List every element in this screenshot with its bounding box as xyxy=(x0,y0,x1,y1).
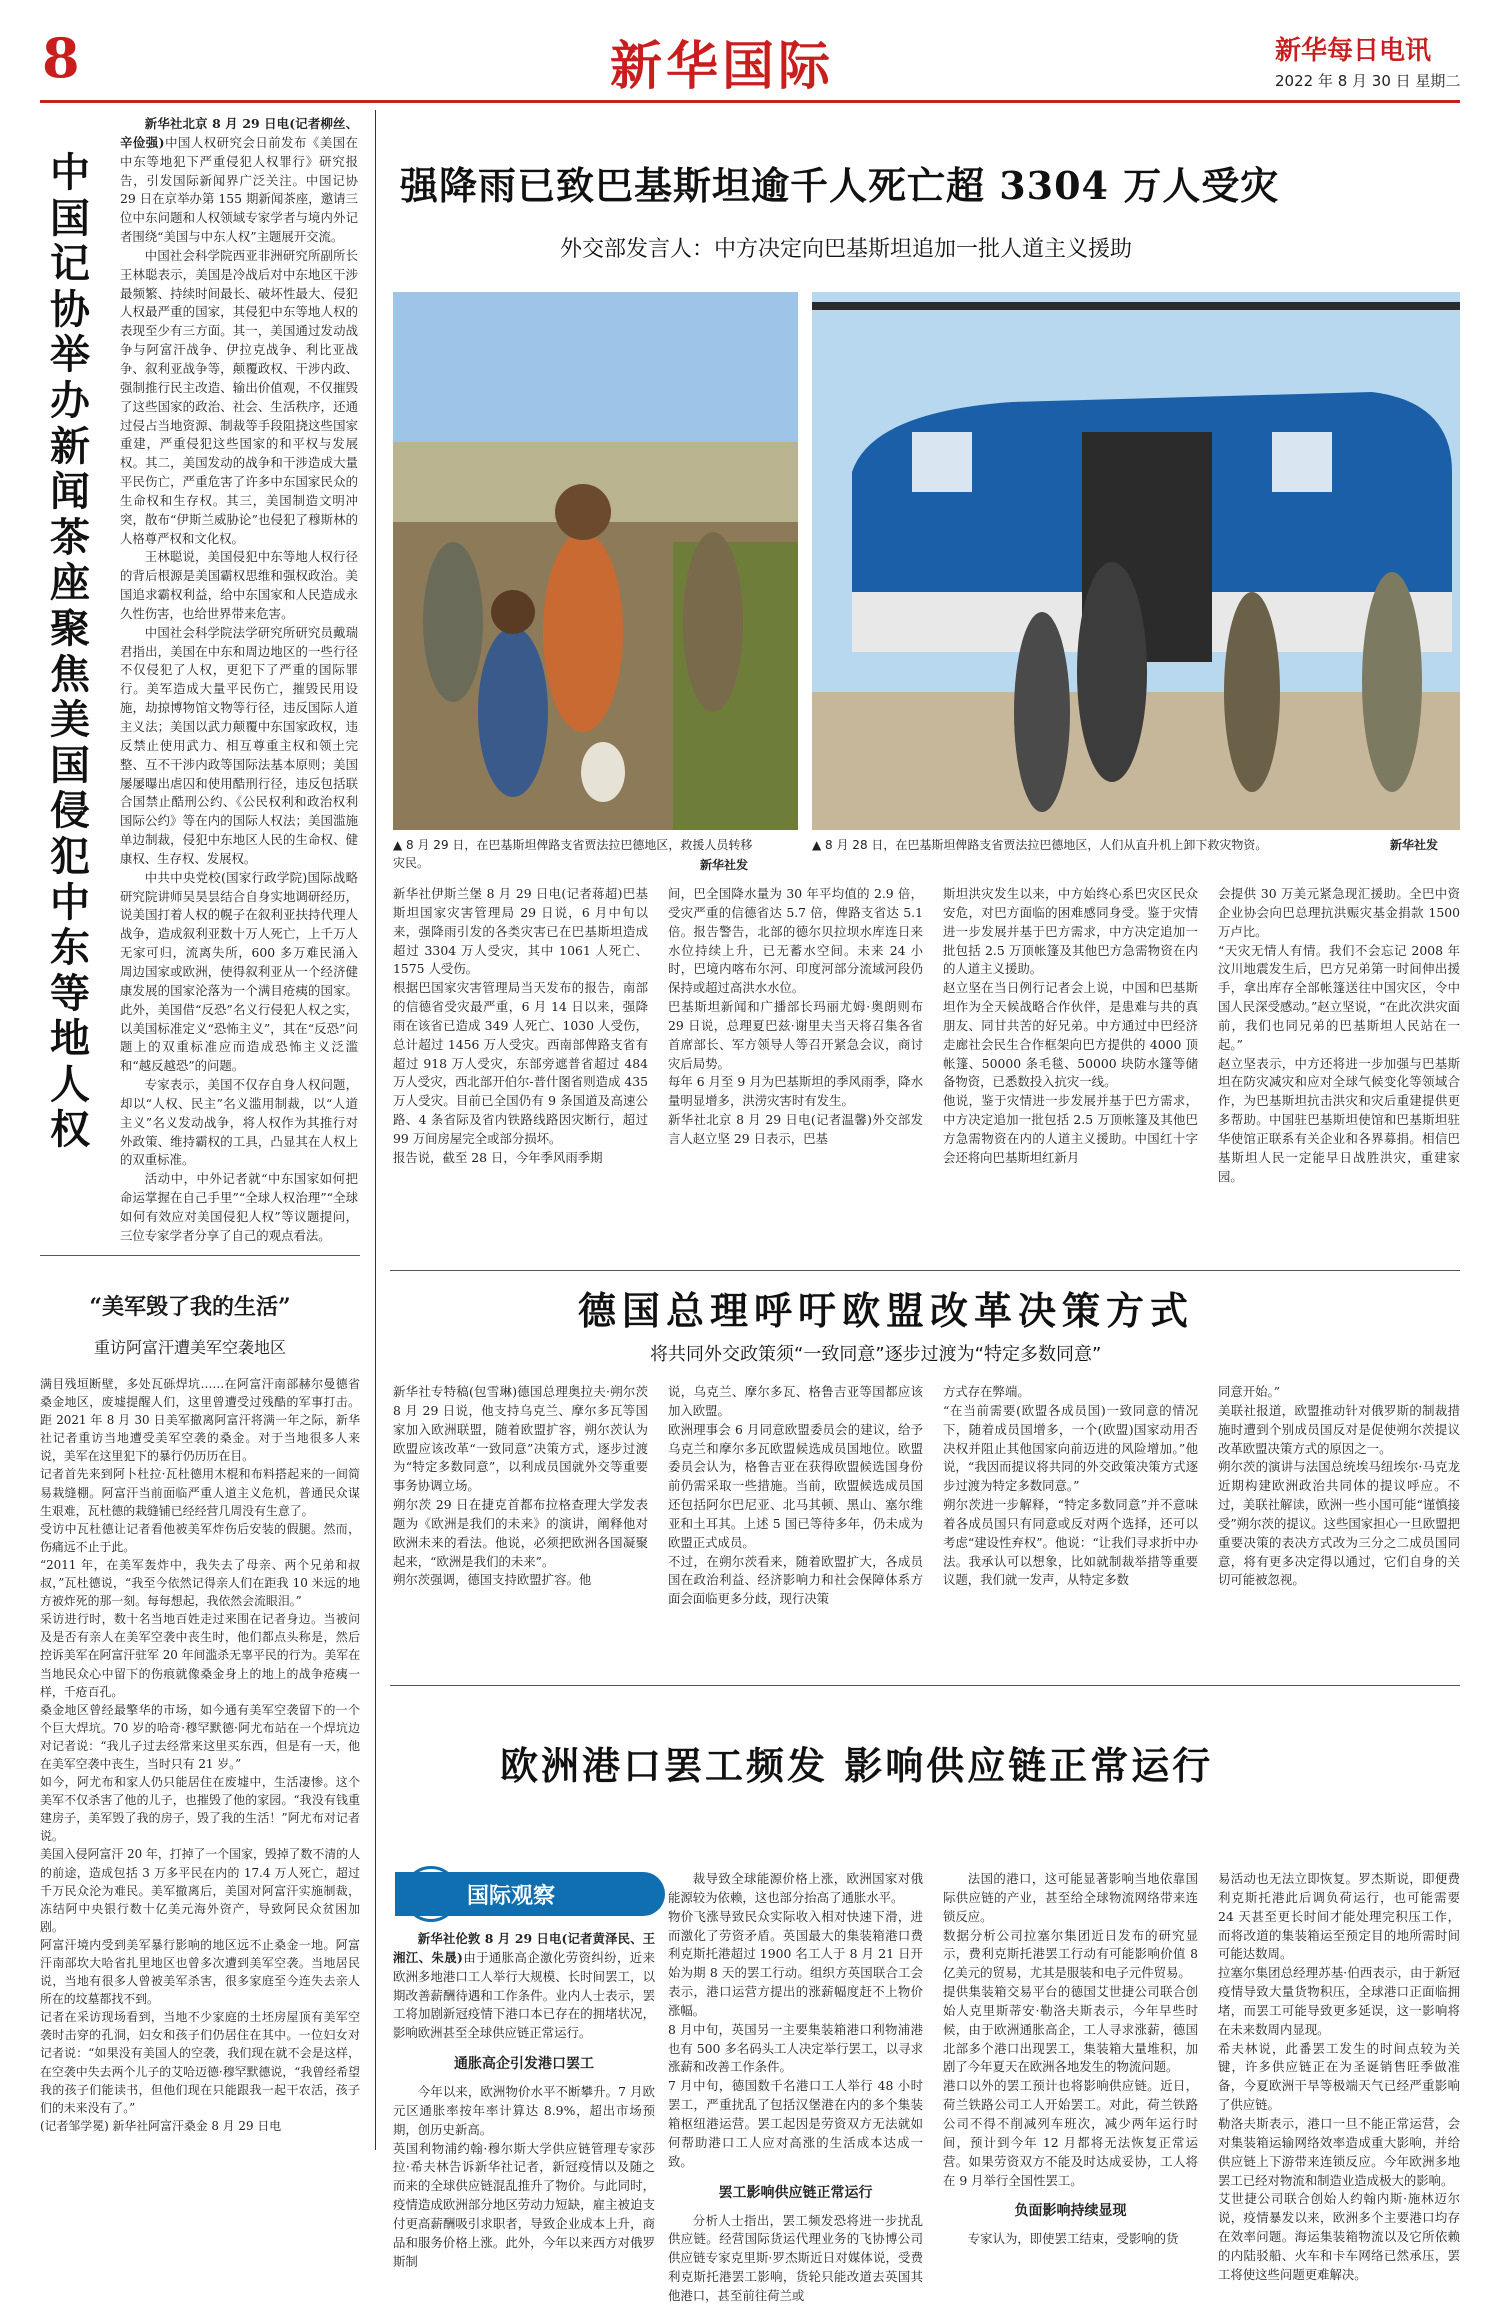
eu-headline-display: 德国总理呼吁欧盟改革决策方式 xyxy=(578,1288,1195,1333)
lead-subhead: 外交部发言人：中方决定向巴基斯坦追加一批人道主义援助 xyxy=(560,237,1133,262)
helicopter-photo xyxy=(812,292,1460,830)
eu-col-4: 同意开始。” 美联社报道，欧盟推动针对俄罗斯的制裁措施时遭到个别成员国反对是促使朔尔茨提议改革欧盟决策方式的原因之一。 朔尔茨的演讲与法国总统埃马纽埃尔·马克龙近期构建欧洲政治共同体的提议呼应。不过，美联社解读，欧洲一些小国可能“谨慎接受”朔尔茨的提议。这些国家担心一旦欧盟把重要决策的表决方式改为三分之二成员国同意，将有更多决定得以通过，它们自身的关切可能被忽视。 xyxy=(1218,1384,1460,1588)
brand-name: 新华每日电讯 xyxy=(1275,36,1432,66)
lead-headline: 强降雨已致巴基斯坦逾千人死亡超 3304 万人受灾 xyxy=(400,163,1280,208)
port-col-4: 易活动也无法立即恢复。罗杰斯说，即便费利克斯托港此后调负荷运行，也可能需要 24 天甚至更长时间才能处理完积压工作，而将改道的集装箱运至预定目的地所需时间可能达数周。 拉塞尔集团总经理苏基·伯西表示，由于新冠疫情导致大量货物积压，全球港口正面临拥堵，而罢工可能导致更多延误，这一影响将在未来数周内显现。 希夫林说，此番罢工发生的时间点较为关键，许多供应链正在为圣诞销售旺季做准备，今夏欧洲干旱等极端天气已经严重影响了供应链。 勒洛夫斯表示，港口一旦不能正常运营，会对集装箱运输网络效率造成重大影响，并给供应链上下游带来连锁反应。今年欧洲多地罢工已经对物流和制造业造成极大的影响。 艾世捷公司联合创始人约翰内斯·施林迈尔说，疫情暴发以来，欧洲多个主要港口均存在效率问题。海运集装箱物流以及它所依赖的内陆驳船、火车和卡车网络已然承压，罢工将使这些问题更难解决。 xyxy=(1218,1871,1460,2282)
lead-col-4: 会提供 30 万美元紧急现汇援助。全巴中资企业协会向巴总理抗洪赈灾基金捐款 1500 万卢比。 “天灾无情人有情。我们不会忘记 2008 年汶川地震发生后，巴方兄弟第一时间伸出援手，拿出库存全部帐篷送往中国灾区，令中国人民深受感动。”赵立坚说，“在此次洪灾面前，我们也同兄弟的巴基斯坦人民站在一起。” 赵立坚表示，中方还将进一步加强与巴基斯坦在防灾减灾和应对全球气候变化等领域合作，为巴基斯坦抗击洪灾和灾后重建提供更多帮助。中国驻巴基斯坦使馆和巴基斯坦驻华使馆正联系有关企业和各界募捐。相信巴基斯坦人民一定能早日战胜洪灾，重建家园。 xyxy=(1218,886,1460,1184)
port-subhead-1: 通胀高企引发港口罢工 xyxy=(454,2056,594,2073)
header-rule xyxy=(40,100,1460,103)
lead-col-1: 新华社伊斯兰堡 8 月 29 日电(记者蒋超)巴基斯坦国家灾害管理局 29 日说，6 月中旬以来，强降雨引发的各类灾害已在巴基斯坦造成超过 3304 万人受灾，其中 1061 人死亡、1575 人受伤。 根据巴国家灾害管理局当天发布的报告，南部的信德省受灾最严重，6 月 14 日以来，强降雨在该省已造成 349 人死亡、1030 人受伤，总计超过 1456 万人受灾。西南部俾路支省有超过 918 万人受灾，东部旁遮普省超过 484 万人受灾，西北部开伯尔-普什图省则造成 435 万人受灾。目前已全国仍有 9 条国道及高速公路、4 条省际及省内铁路线路因灾断行，超过 99 万间房屋完全或部分损坏。 报告说，截至 28 日，今年季风雨季期 xyxy=(393,886,648,1165)
issue-date: 2022 年 8 月 30 日 星期二 xyxy=(1275,72,1461,90)
left-headline: 中国记协举办新闻茶座聚焦美国侵犯中东等地人权 xyxy=(50,149,90,1154)
port-col-3: 法国的港口，这可能显著影响当地依靠国际供应链的产业，甚至给全球物流网络带来连锁反应。 数据分析公司拉塞尔集团近日发布的研究显示，费利克斯托港罢工行动有可能影响价值 8 亿美元的贸易，尤其是服装和电子元件贸易。 提供集装箱交易平台的德国艾世捷公司联合创始人克里斯蒂安·勒洛夫斯表示，今年早些时候，由于欧洲通胀高企，工人寻求涨薪，德国北部多个港口出现罢工，集装箱大量堆积，加剧了今年夏天在欧洲各地发生的物流问题。 港口以外的罢工预计也将影响供应链。近日，荷兰铁路公司工人开始罢工。对此，荷兰铁路公司不得不削减列车班次，减少两年运行时间，预计到今年 12 月都将无法恢复正常运营。如果劳资双方不能及时达成妥协，工人将在 9 月举行全国性罢工。 负面影响持续显现 专家认为，即使罢工结束，受影响的货 xyxy=(943,1871,1198,2247)
section-divider xyxy=(40,1255,360,1256)
section-divider xyxy=(390,1270,1460,1271)
eu-col-1: 新华社专特稿(包雪琳)德国总理奥拉夫·朔尔茨 8 月 29 日说，他支持乌克兰、摩尔多瓦等国家加入欧洲联盟，随着欧盟扩容，朔尔茨认为欧盟应该改革“一致同意”决策方式，逐步过渡为“特定多数同意”，以利成员国就外交等重要事务协调立场。 朔尔茨 29 日在捷克首都布拉格查理大学发表题为《欧洲是我们的未来》的演讲，阐释他对欧洲未来的看法。他说，必须把欧洲各国凝聚起来，“欧洲是我们的未来”。 朔尔茨强调，德国支持欧盟扩容。他 xyxy=(393,1384,648,1588)
lead-col-3: 斯坦洪灾发生以来，中方始终心系巴灾区民众安危，对巴方面临的困难感同身受。鉴于灾情进一步发展并基于巴方需求，中方决定追加一批包括 2.5 万顶帐篷及其他巴方急需物资在内的人道主义援助。 赵立坚在当日例行记者会上说，中国和巴基斯坦作为全天候战略合作伙伴，是患难与共的真朋友、同甘共苦的好兄弟。中方通过中巴经济走廊社会民生合作框架向巴方提供的 4000 顶帐篷、50000 条毛毯、50000 块防水篷等储备物资，已悉数投入抗灾一线。 他说，鉴于灾情进一步发展并基于巴方需求，中方决定追加一批包括 2.5 万顶帐篷及其他巴方急需物资在内的人道主义援助。中国红十字会还将向巴基斯坦红新月 xyxy=(943,886,1198,1165)
lead-col-2: 间，巴全国降水量为 30 年平均值的 2.9 倍，受灾严重的信德省达 5.7 倍，俾路支省达 5.1 倍。报告警告，北部的德尔贝拉坝水库连日来水位持续上升，已无蓄水空间。未来 24 小时，巴境内喀布尔河、印度河部分流域河段仍保持或超过高洪水水位。 巴基斯坦新闻和广播部长玛丽尤姆·奥朗则布 29 日说，总理夏巴兹·谢里夫当天将召集各省首席部长、军方领导人等召开紧急会议，商讨灾后局势。 每年 6 月至 9 月为巴基斯坦的季风雨季，降水量明显增多，洪涝灾害时有发生。 新华社北京 8 月 29 日电(记者温馨)外交部发言人赵立坚 29 日表示，巴基 xyxy=(668,886,923,1146)
eu-subhead: 将共同外交政策须“一致同意”逐步过渡为“特定多数同意” xyxy=(650,1344,1102,1365)
side-story-body: 满目残垣断壁，多处瓦砾焊坑……在阿富汗南部赫尔曼德省桑金地区，废墟提醒人们，这里曾遭受过残酷的军事打击。距 2021 年 8 月 30 日美军撤离阿富汗将满一年之际，新华社记者重访当地遭受美军空袭的桑金。对于当地很多人来说，美军在这里犯下的暴行仍历历在目。 记者首先来到阿卜杜拉·瓦杜德用木棍和布料搭起来的一间简易栽缝棚。阿富汗当前面临严重人道主义危机，普通民众谋生艰难，瓦杜德的栽缝铺已经经营几周没有生意了。 受访中瓦杜德让记者看他被美军炸伤后安装的假腿。然而，伤痛远不止于此。 “2011 年，在美军轰炸中，我失去了母亲、两个兄弟和叔叔，”瓦杜德说，“我至今依然记得亲人们在距我 10 米远的地方被炸死的那一刻。每每想起，我依然会流眼泪。” 采访进行时，数十名当地百姓走过来围在记者身边。当被问及是否有亲人在美军空袭中丧生时，他们都点头称是，然后控诉美军在阿富汗驻军 20 年间滥杀无辜平民的行为。美军在当地民众心中留下的伤痕就像桑金身上的地上的战争疮痍一样，千疮百孔。 桑金地区曾经最擎华的市场，如今通有美军空袭留下的一个个巨大焊坑。70 岁的哈奇·穆罕默德·阿尤布站在一个焊坑边对记者说：“我儿子过去经常来这里买东西，但是有一天，他在美军空袭中丧生，当时只有 21 岁。” 如今，阿尤布和家人仍只能居住在废墟中，生活凄惨。这个美军不仅杀害了他的儿子，也摧毁了他的家园。“我没有钱重建房子，美军毁了我的房子，毁了我的生活！”阿尤布对记者说。 美国入侵阿富汗 20 年，打掉了一个国家，毁掉了数不清的人的前途，造成包括 3 万多平民在内的 17.4 万人死亡，超过千万民众沦为难民。美军撤离后，美国对阿富汗实施制裁，冻结阿中央银行数十亿美元海外资产，导致阿民众贫困加剧。 阿富汗境内受到美军暴行影响的地区远不止桑金一地。阿富汗南部坎大哈省扎里地区也曾多次遭到美军空袭。当地居民说，当地有很多人曾被美军杀害，很多家庭至今连失去亲人所在的坟墓都找不到。 记者在采访现场看到，当地不少家庭的土坯房屋顶有美军空袭时击穿的孔洞，妇女和孩子们仍居住在其中。一位妇女对记者说：“如果没有美国人的空袭，我们现在就不会是这样，在空袭中失去两个儿子的艾哈迈德·穆罕默德说，“我曾经希望我的孩子们能读书，但他们现在只能跟我一起干农活，孩子们的未来没有了。” (记者邹学冕) 新华社阿富汗桑金 8 月 29 日电 xyxy=(40,1377,360,2133)
port-subhead-2: 罢工影响供应链正常运行 xyxy=(718,2184,873,2201)
left-story-body: 新华社北京 8 月 29 日电(记者柳丝、辛俭强)中国人权研究会日前发布《美国在中东等地犯下严重侵犯人权罪行》研究报告，引发国际新闻界广泛关注。中国记协 29 日在京举办第 155 期新闻茶座，邀请三位中东问题和人权领域专家学者与境内外记者围绕“美国与中东人权”主题展开交流。 中国社会科学院西亚非洲研究所副所长王林聪表示，美国是冷战后对中东地区干涉最频繁、持续时间最长、破坏性最大、侵犯人权最严重的国家，其侵犯中东等地人权的表现至少有三方面。其一，美国通过发动战争与阿富汗战争、伊拉克战争、利比亚战争、叙利亚战争等，颠覆政权、干涉内政、强制推行民主改造、输出价值观，不仅摧毁了这些国家的政治、社会、生活秩序，还通过侵占当地资源、制裁等手段阻挠这些国家重建，严重侵犯这些国家的和平权与发展权。其二，美国发动的战争和干涉造成大量平民伤亡，严重危害了许多中东国家民众的生命权和生存权。其三，美国制造文明冲突，散布“伊斯兰威胁论”也侵犯了穆斯林的人格尊严权和文化权。 王林聪说，美国侵犯中东等地人权行径的背后根源是美国霸权思维和强权政治。美国追求霸权利益，给中东国家和人民造成永久性伤害，也给世界带来危害。 中国社会科学院法学研究所研究员戴瑞君指出，美国在中东和周边地区的一些行径不仅侵犯了人权，更犯下了严重的国际罪行。美军造成大量平民伤亡，摧毁民用设施，劫掠博物馆文物等行径，违反国际人道主义法；美国以武力颠覆中东国家政权，违反禁止使用武力、相互尊重主权和领土完整、互不干涉内政等国际法基本原则；美国屡屡曝出虐囚和使用酷刑行径，违反包括联合国禁止酷刑公约、《公民权利和政治权利国际公约》等在内的国际人权法；美国滥施单边制裁，侵犯中东地区人民的生命权、健康权、生存权、发展权。 中共中央党校(国家行政学院)国际战略研究院讲师吴昊昙结合自身实地调研经历，说美国打着人权的幌子在叙利亚扶持代理人战争，造成叙利亚数十万人死亡，上千万人无家可归，流离失所，600 多万难民涌入周边国家或欧洲，使得叙利亚从一个经济健康发展的国家沦落为一个满目疮痍的国家。此外，美国借“反恐”名义行侵犯人权之实，以美国标准定义“恐怖主义”，其在“反恐”问题上的双重标准应而造成恐怖主义泛滥和“越反越恐”的问题。 专家表示，美国不仅存自身人权问题，却以“人权、民主”名义滥用制裁，以“人道主义”名义发动战争，将人权作为其推行对外政策、维持霸权的工具，凸显其在人权上的双重标准。 活动中，中外记者就“中东国家如何把命运掌握在自己手里”“全球人权治理”“全球如何有效应对美国侵犯人权”等议题提问，三位专家学者分享了自己的观点看法。 xyxy=(120,116,358,1243)
photo2-credit: 新华社发 xyxy=(1390,838,1439,852)
eu-col-2: 说，乌克兰、摩尔多瓦、格鲁吉亚等国都应该加入欧盟。 欧洲理事会 6 月同意欧盟委员会的建议，给予乌克兰和摩尔多瓦欧盟候选成员国地位。欧盟委员会认为，格鲁吉亚在获得欧盟候选国身份前仍需采取一些措施。当前，欧盟候选成员国还包括阿尔巴尼亚、北马其顿、黑山、塞尔维亚和土耳其。上述 5 国已等待多年，仍未成为欧盟正式成员。 不过，在朔尔茨看来，随着欧盟扩大，各成员国在政治利益、经济影响力和社会保障体系方面会面临更多分歧，现行决策 xyxy=(668,1384,923,1607)
page-number: 8 xyxy=(42,26,80,90)
port-col-1: 新华社伦敦 8 月 29 日电(记者黄泽民、王湘江、朱晟)由于通胀高企激化劳资纠纷，近来欧洲多地港口工人举行大规模、长时间罢工，以期改善薪酬待遇和工作条件。业内人士表示，罢工将加剧新冠疫情下港口本已存在的拥堵状况，影响欧洲甚至全球供应链正常运行。 通胀高企引发港口罢工 今年以来，欧洲物价水平不断攀升。7 月欧元区通胀率按年率计算达 8.9%，超出市场预期，创历史新高。 英国利物浦约翰·穆尔斯大学供应链管理专家莎拉·希夫林告诉新华社记者，新冠疫情以及随之而来的全球供应链混乱推升了物价。与此同时，疫情造成欧洲部分地区劳动力短缺，雇主被迫支付更高薪酬吸引求职者，导致企业成本上升，商品和服务价格上涨。此外，今年以来西方对俄罗斯制 xyxy=(393,1931,655,2269)
port-col-2: 裁导致全球能源价格上涨，欧洲国家对俄能源较为依赖，这也部分抬高了通胀水平。 物价飞涨导致民众实际收入相对快速下滑，进而激化了劳资矛盾。英国最大的集装箱港口费利克斯托港超过 1900 名工人于 8 月 21 日开始为期 8 天的罢工行动。组织方英国联合工会表示，港口运营方提出的涨薪幅度赶不上物价涨幅。 8 月中旬，英国另一主要集装箱港口利物浦港也有 500 多名码头工人决定举行罢工，以寻求涨薪和改善工作条件。 7 月中旬，德国数千名港口工人举行 48 小时罢工，严重扰乱了包括汉堡港在内的多个集装箱枢纽港运营。罢工起因是劳资双方无法就如何帮助港口工人应对高涨的生活成本达成一致。 罢工影响供应链正常运行 分析人士指出，罢工频发恐将进一步扰乱供应链。经营国际货运代理业务的飞协博公司供应链专家克里斯·罗杰斯近日对媒体说，受费利克斯托港罢工影响，货轮只能改道去英国其他港口，甚至前往荷兰或 xyxy=(668,1871,923,2303)
side-story-title: “美军毁了我的生活” xyxy=(89,1294,291,1320)
section-divider xyxy=(390,1685,1460,1686)
side-story-subtitle: 重访阿富汗遭美军空袭地区 xyxy=(93,1338,286,1357)
photo1-credit: 新华社发 xyxy=(700,858,749,872)
left-byline: 新华社北京 8 月 29 日电(记者柳丝、辛俭强) xyxy=(120,116,358,150)
flood-rescue-photo xyxy=(393,292,798,830)
column-divider xyxy=(375,110,376,2150)
masthead: 新华国际 xyxy=(610,36,835,97)
eu-col-3: 方式存在弊端。 “在当前需要(欧盟各成员国)一致同意的情况下，随着成员国增多，一个(欧盟)国家动用否决权并阻止其他国家向前迈进的风险增加。”他说，“我因而提议将共同的外交政策决策方式逐步过渡为特定多数同意。” 朔尔茨进一步解释，“特定多数同意”并不意味着各成员国只有同意或反对两个选择，还可以考虑“建设性弃权”。他说：“让我们寻求折中办法。我承认可以想象，比如就制裁举措等重要议题，我们就一发声，从特定多数 xyxy=(943,1384,1198,1588)
photo2-caption: ▲ 8 月 28 日，在巴基斯坦俾路支省贾法拉巴德地区，人们从直升机上卸下救灾物资。 xyxy=(812,838,1268,852)
column-badge: 国际观察 xyxy=(395,1872,665,1916)
port-headline: 欧洲港口罢工频发 影响供应链正常运行 xyxy=(500,1743,1214,1788)
port-subhead-3: 负面影响持续显现 xyxy=(1014,2203,1127,2220)
photo1-caption: ▲ 8 月 29 日，在巴基斯坦俾路支省贾法拉巴德地区，救援人员转移灾民。 xyxy=(393,838,753,870)
